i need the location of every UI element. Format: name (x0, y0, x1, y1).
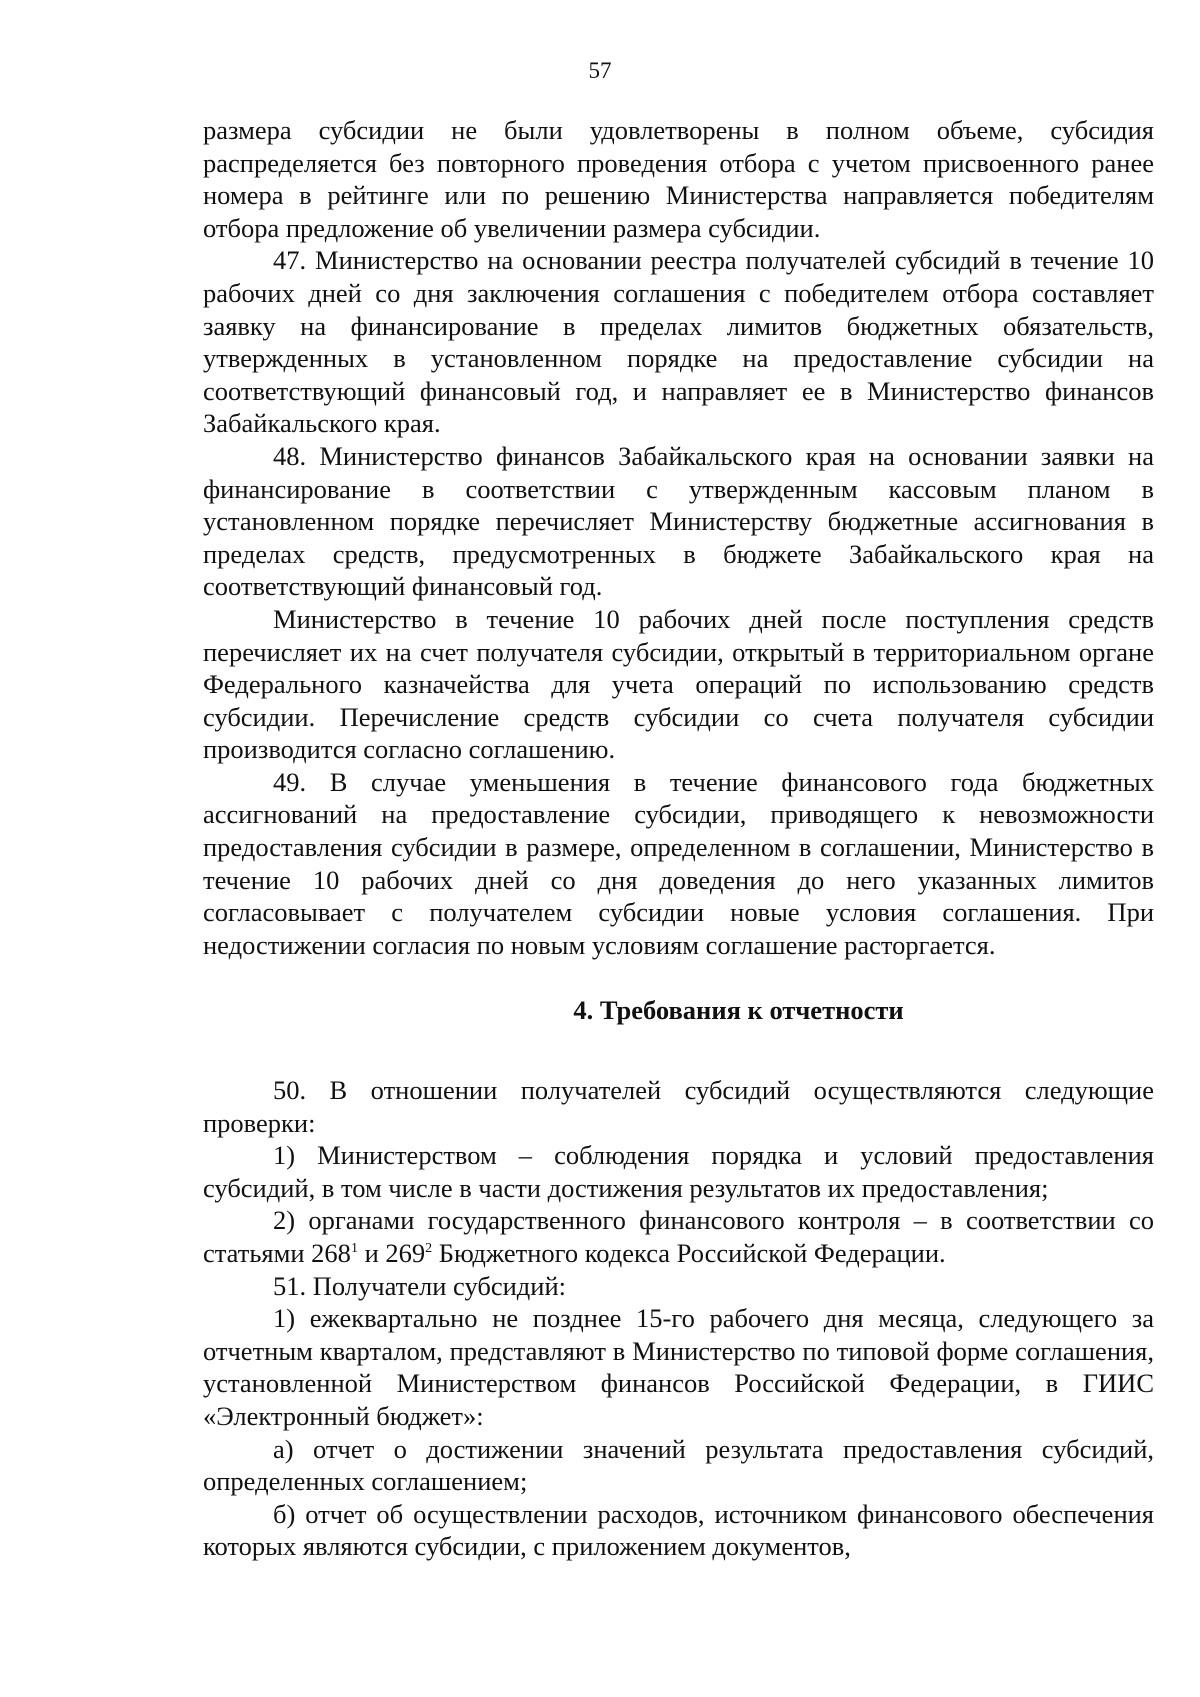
paragraph-continuation: размера субсидии не были удовлетворены в полном объеме, субсидия распределяется без повторного проведения отбора с учетом присвоенного ранее номера в рейтинге или по решению Министерства направляется победителям отбора предложение об увеличении размера субсидии. (203, 115, 1154, 243)
paragraph-51-item-1: 1) ежеквартально не позднее 15-го рабочего дня месяца, следующего за отчетным кварталом, представляют в Министерство по типовой форме соглашения, установленной Министерством финансов Российской Федерации, в ГИИС «Электронный бюджет»: (203, 1303, 1154, 1431)
paragraph-50-item-1: 1) Министерством – соблюдения порядка и условий предоставления субсидий, в том числе в части достижения результатов их предоставления; (203, 1140, 1154, 1203)
section-heading: 4. Требования к отчетности (573, 995, 904, 1026)
page-number: 57 (588, 58, 612, 83)
item-2-text-a: 2) органами государственного финансового контроля – в соответствии со статьями 268 (203, 1205, 1154, 1268)
superscript-1: 1 (350, 1241, 358, 1256)
paragraph-49: 49. В случае уменьшения в течение финансового года бюджетных ассигнований на предоставление субсидии, приводящего к невозможности предоставления субсидии в размере, определенном в соглашении, Министерство в течение 10 рабочих дней со дня доведения до него указанных лимитов согласовывает с получателем субсидии новые условия соглашения. При недостижении согласия по новым условиям соглашение расторгается. (203, 766, 1154, 960)
document-body (203, 114, 1154, 1563)
paragraph-50-item-2 (203, 1204, 1154, 1269)
paragraph-48: 48. Министерство финансов Забайкальского края на основании заявки на финансирование в соответствии с утвержденным кассовым планом в установленном порядке перечисляет Министерству бюджетные ассигнования в пределах средств, предусмотренных в бюджете Забайкальского края на соответствующий финансовый год. (203, 440, 1154, 602)
item-2-text-c: Бюджетного кодекса Российской Федерации. (432, 1238, 946, 1268)
item-2-text-b: и 269 (357, 1238, 426, 1268)
paragraph-51: 51. Получатели субсидий: (273, 1270, 566, 1301)
paragraph-48-transfer: Министерство в течение 10 рабочих дней после поступления средств перечисляет их на счет получателя субсидии, открытый в территориальном органе Федерального казначейства для учета операций по использованию средств субсидии. Перечисление средств субсидии со счета получателя субсидии производится согласно соглашению. (203, 603, 1154, 765)
paragraph-51-item-1a: а) отчет о достижении значений результата предоставления субсидий, определенных соглашением; (203, 1433, 1154, 1497)
superscript-2: 2 (425, 1241, 433, 1256)
paragraph-47: 47. Министерство на основании реестра получателей субсидий в течение 10 рабочих дней со дня заключения соглашения с победителем отбора составляет заявку на финансирование в пределах лимитов бюджетных обязательств, утвержденных в установленном порядке на предоставление субсидии на соответствующий финансовый год, и направляет ее в Министерство финансов Забайкальского края. (203, 245, 1154, 439)
paragraph-50: 50. В отношении получателей субсидий осуществляются следующие проверки: (203, 1075, 1154, 1138)
paragraph-51-item-1b: б) отчет об осуществлении расходов, источником финансового обеспечения которых являются субсидии, с приложением документов, (203, 1498, 1154, 1562)
